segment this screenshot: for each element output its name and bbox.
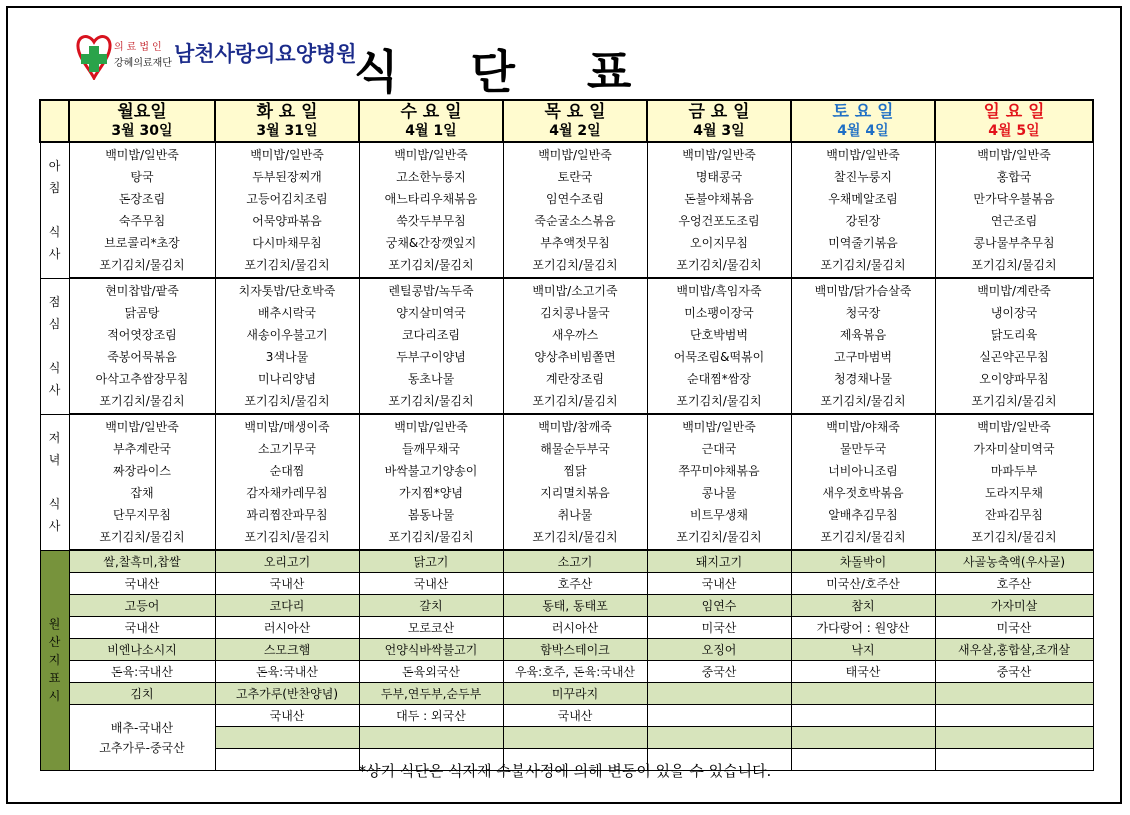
menu-item: 비트무생채 [690,508,748,522]
menu-item: 부추계란국 [113,442,171,456]
origin-cell: 쌀,찰흑미,찹쌀 [69,550,215,573]
menu-item: 미소팽이장국 [684,306,754,320]
menu-item: 찜닭 [563,464,587,478]
origin-cell: 대두 : 외국산 [359,705,503,727]
origin-cell: 미꾸라지 [503,683,647,705]
menu-item: 백미밥/일반죽 [538,148,612,162]
menu-item: 계란장조림 [546,372,604,386]
origin-cell: 미국산 [935,617,1093,639]
menu-cell [69,142,215,278]
menu-item: 지리멸치볶음 [540,486,610,500]
menu-item: 애느타리우채볶음 [384,192,478,206]
logo-foundation: 강혜의료재단 [114,58,172,69]
day-header-fri: 금 요 일 4월 3일 [647,100,791,142]
menu-item: 포기김치/물김치 [99,258,185,272]
origin-row [40,683,1093,705]
origin-cell: 갈치 [359,595,503,617]
menu-item: 너비아니조림 [828,464,898,478]
menu-item: 백미밥/일반죽 [826,148,900,162]
origin-cell: 미국산 [647,617,791,639]
origin-row [40,661,1093,683]
menu-item: 우채메알조림 [828,192,898,206]
origin-cell: 호주산 [503,573,647,595]
menu-item: 고소한누룽지 [396,170,466,184]
origin-cell: 국내산 [215,705,359,727]
origin-cell: 고추가루(반찬양념) [215,683,359,705]
menu-item: 새송이우불고기 [246,328,328,342]
menu-item: 포기김치/물김치 [244,258,330,272]
hospital-logo [76,34,357,84]
origin-row [40,617,1093,639]
origin-cell [503,727,647,749]
menu-item: 콩나물부추무침 [973,236,1055,250]
origin-cell: 비엔나소시지 [69,639,215,661]
origin-row [40,573,1093,595]
origin-cell: 러시아산 [503,617,647,639]
menu-item: 만가닥우불볶음 [973,192,1055,206]
origin-cell: 국내산 [69,617,215,639]
menu-item: 마파두부 [990,464,1038,478]
menu-item: 포기김치/물김치 [244,394,330,408]
menu-item: 백미밥/닭가슴살죽 [814,284,912,298]
menu-item: 단호박범벅 [690,328,748,342]
menu-cell [791,142,935,278]
menu-item: 제육볶음 [839,328,887,342]
menu-item: 백미밥/계란죽 [977,284,1051,298]
menu-item: 찰진누룽지 [834,170,892,184]
menu-item: 백미밥/일반죽 [250,148,324,162]
menu-cell [359,142,503,278]
menu-item: 포기김치/물김치 [388,530,474,544]
origin-cell: 돈육:국내산 [215,661,359,683]
menu-cell [503,142,647,278]
menu-item: 새우까스 [551,328,599,342]
origin-cell: 국내산 [69,573,215,595]
menu-item: 렌틸콩밥/녹두죽 [388,284,474,298]
page-title [354,36,631,102]
origin-cell: 국내산 [647,573,791,595]
menu-cell [215,414,359,550]
menu-item: 새우젓호박볶음 [822,486,904,500]
origin-cell: 스모크햄 [215,639,359,661]
menu-item: 포기김치/물김치 [388,394,474,408]
menu-item: 냉이장국 [990,306,1038,320]
menu-item: 두부된장찌개 [252,170,322,184]
title-char: 표 [586,45,632,99]
origin-cell: 중국산 [647,661,791,683]
menu-cell [215,142,359,278]
menu-item: 백미밥/소고기죽 [532,284,618,298]
menu-item: 포기김치/물김치 [971,394,1057,408]
menu-item: 잔파김무침 [985,508,1043,522]
menu-item: 쑥갓두부무침 [396,214,466,228]
menu-item: 미나리양념 [258,372,316,386]
menu-cell [935,414,1093,550]
origin-cell [359,727,503,749]
menu-item: 닭곰탕 [124,306,160,320]
meal-row-breakfast [40,142,1093,278]
menu-item: 다시마채무침 [252,236,322,250]
menu-item: 현미찹밥/팥죽 [105,284,179,298]
menu-item: 백미밥/일반죽 [682,148,756,162]
menu-item: 양상추비빔쫄면 [534,350,616,364]
menu-item: 죽순굴소스볶음 [534,214,616,228]
menu-cell [935,142,1093,278]
menu-item: 바싹불고기양송이 [384,464,478,478]
origin-cell [647,727,791,749]
menu-item: 오이양파무침 [979,372,1049,386]
menu-item: 알배추김무침 [828,508,898,522]
menu-item: 백미밥/일반죽 [682,420,756,434]
menu-item: 치자톳밥/단호박죽 [238,284,336,298]
origin-cell: 언양식바싹불고기 [359,639,503,661]
menu-item: 백미밥/일반죽 [105,148,179,162]
day-header-mon: 월요일 3월 30일 [69,100,215,142]
menu-cell [647,142,791,278]
menu-item: 백미밥/참깨죽 [538,420,612,434]
origin-cell: 차돌박이 [791,550,935,573]
menu-item: 명태콩국 [695,170,743,184]
menu-item: 도라지무채 [985,486,1043,500]
menu-item: 미역줄기볶음 [828,236,898,250]
origin-cell: 낙지 [791,639,935,661]
meal-label-dinner: 저 녁 식 사 [40,414,69,550]
menu-item: 포기김치/물김치 [820,258,906,272]
menu-item: 브로콜리*초장 [104,236,180,250]
menu-item: 어묵조림&떡볶이 [673,350,765,364]
menu-item: 감자채카레무침 [246,486,328,500]
footer-note: *상기 식단은 식자재 수불사정에 의해 변동이 있을 수 있습니다. [358,762,772,780]
menu-item: 백미밥/야채죽 [826,420,900,434]
origin-row [40,595,1093,617]
menu-cell [791,414,935,550]
menu-item: 어묵양파볶음 [252,214,322,228]
origin-cell: 새우살,홍합살,조개살 [935,639,1093,661]
menu-item: 단무지무침 [113,508,171,522]
menu-item: 포기김치/물김치 [532,258,618,272]
menu-item: 오이지무침 [690,236,748,250]
menu-cell [503,278,647,414]
origin-cell: 동태, 동태포 [503,595,647,617]
origin-row [40,550,1093,573]
menu-item: 포기김치/물김치 [99,394,185,408]
menu-item: 꽈리찜잔파무침 [246,508,328,522]
origin-cell: 돼지고기 [647,550,791,573]
menu-item: 포기김치/물김치 [971,530,1057,544]
day-header-tue: 화 요 일 3월 31일 [215,100,359,142]
origin-cell: 국내산 [215,573,359,595]
menu-item: 포기김치/물김치 [99,530,185,544]
origin-row [40,705,1093,727]
menu-item: 아삭고추쌈장무침 [95,372,189,386]
menu-item: 포기김치/물김치 [820,530,906,544]
menu-item: 포기김치/물김치 [820,394,906,408]
menu-cell [935,278,1093,414]
origin-cell [791,683,935,705]
origin-cell: 참치 [791,595,935,617]
hospital-name: 남천사랑의요양병원 [174,42,357,66]
menu-item: 죽봉어묵볶음 [107,350,177,364]
origin-cell: 러시아산 [215,617,359,639]
menu-item: 백미밥/일반죽 [394,420,468,434]
menu-cell [503,414,647,550]
origin-cell: 오징어 [647,639,791,661]
table-corner [40,100,69,142]
menu-item: 백미밥/일반죽 [394,148,468,162]
origin-cell [935,705,1093,727]
menu-table [39,99,1094,771]
menu-item: 김치콩나물국 [540,306,610,320]
menu-cell [359,414,503,550]
origin-cell: 가다랑어 : 원양산 [791,617,935,639]
menu-cell [359,278,503,414]
menu-cell [791,278,935,414]
menu-item: 적어엿장조림 [107,328,177,342]
menu-item: 토란국 [557,170,593,184]
menu-item: 백미밥/일반죽 [977,148,1051,162]
menu-item: 3색나물 [265,350,309,364]
menu-cell [647,414,791,550]
menu-item: 근대국 [701,442,737,456]
origin-cell: 닭고기 [359,550,503,573]
menu-item: 두부구이양념 [396,350,466,364]
origin-cell: 모로코산 [359,617,503,639]
origin-cell: 미국산/호주산 [791,573,935,595]
menu-item: 소고기무국 [258,442,316,456]
origin-cell [935,683,1093,705]
origin-cell: 함박스테이크 [503,639,647,661]
menu-item: 동초나물 [407,372,455,386]
origin-cell [791,727,935,749]
menu-item: 순대찜*쌈장 [687,372,751,386]
menu-item: 쭈꾸미야채볶음 [678,464,760,478]
menu-item: 백미밥/흑임자죽 [676,284,762,298]
origin-label: 원 산 지 표 시 [40,550,69,771]
menu-item: 임연수조림 [546,192,604,206]
title-char: 단 [470,45,515,99]
menu-item: 해물순두부국 [540,442,610,456]
menu-item: 물만두국 [839,442,887,456]
origin-cell: 우육:호주, 돈육:국내산 [503,661,647,683]
heart-cross-icon [76,34,112,80]
menu-item: 돈장조림 [118,192,166,206]
meal-row-lunch [40,278,1093,414]
menu-item: 포기김치/물김치 [676,530,762,544]
menu-item: 돈불야채볶음 [684,192,754,206]
origin-row [40,639,1093,661]
origin-cell: 돈육외국산 [359,661,503,683]
menu-item: 포기김치/물김치 [244,530,330,544]
menu-item: 취나물 [557,508,593,522]
menu-item: 포기김치/물김치 [676,394,762,408]
origin-cell: 두부,연두부,순두부 [359,683,503,705]
origin-cell [647,683,791,705]
origin-cell: 소고기 [503,550,647,573]
origin-cell: 중국산 [935,661,1093,683]
day-header-sat: 토 요 일 4월 4일 [791,100,935,142]
menu-item: 백미밥/일반죽 [105,420,179,434]
origin-cell: 코다리 [215,595,359,617]
origin-cell: 가자미살 [935,595,1093,617]
origin-cell: 임연수 [647,595,791,617]
menu-item: 닭도리육 [990,328,1038,342]
menu-item: 포기김치/물김치 [532,394,618,408]
menu-item: 강된장 [845,214,881,228]
origin-cell [215,727,359,749]
day-header-thu: 목 요 일 4월 2일 [503,100,647,142]
menu-item: 포기김치/물김치 [532,530,618,544]
menu-item: 잡채 [130,486,154,500]
menu-item: 들깨무채국 [402,442,460,456]
menu-item: 연근조림 [990,214,1038,228]
menu-cell [69,278,215,414]
menu-item: 코다리조림 [402,328,460,342]
menu-item: 우엉건포도조림 [678,214,760,228]
origin-cell: 돈육:국내산 [69,661,215,683]
menu-item: 가자미살미역국 [973,442,1055,456]
menu-item: 봄동나물 [407,508,455,522]
origin-cell: 고등어 [69,595,215,617]
day-header-wed: 수 요 일 4월 1일 [359,100,503,142]
title-char: 식 [354,45,399,99]
menu-item: 실곤약곤무침 [979,350,1049,364]
meal-row-dinner [40,414,1093,550]
logo-subtitle: 의료법인 [114,42,165,53]
menu-cell [69,414,215,550]
origin-cell: 사골농축액(우사골) [935,550,1093,573]
menu-cell [215,278,359,414]
day-header-sun: 일 요 일 4월 5일 [935,100,1093,142]
menu-cell [647,278,791,414]
menu-item: 포기김치/물김치 [971,258,1057,272]
menu-item: 짜장라이스 [113,464,171,478]
menu-item: 배추시락국 [258,306,316,320]
origin-cell: 오리고기 [215,550,359,573]
meal-label-lunch: 점 심 식 사 [40,278,69,414]
menu-item: 홍합국 [996,170,1032,184]
kimchi-origin-cell: 배추-국내산 고추가루-중국산 [69,705,215,771]
origin-cell: 국내산 [359,573,503,595]
menu-item: 궁채&간장깻잎지 [385,236,477,250]
meal-label-breakfast: 아 침 식 사 [40,142,69,278]
menu-item: 탕국 [130,170,154,184]
origin-cell: 태국산 [791,661,935,683]
menu-item: 부추액젓무침 [540,236,610,250]
menu-item: 포기김치/물김치 [388,258,474,272]
origin-cell [647,705,791,727]
origin-cell: 호주산 [935,573,1093,595]
origin-cell: 국내산 [503,705,647,727]
origin-cell [935,727,1093,749]
menu-item: 가지찜*양념 [399,486,463,500]
menu-item: 고구마범벅 [834,350,892,364]
menu-item: 양지살미역국 [396,306,466,320]
origin-cell [791,705,935,727]
menu-item: 청경채나물 [834,372,892,386]
menu-item: 백미밥/일반죽 [977,420,1051,434]
menu-item: 포기김치/물김치 [676,258,762,272]
menu-item: 고등어김치조림 [246,192,328,206]
menu-item: 청국장 [845,306,881,320]
menu-item: 숙주무침 [118,214,166,228]
menu-item: 콩나물 [701,486,737,500]
origin-cell: 김치 [69,683,215,705]
menu-item: 백미밥/매생이죽 [244,420,330,434]
menu-item: 순대찜 [269,464,305,478]
